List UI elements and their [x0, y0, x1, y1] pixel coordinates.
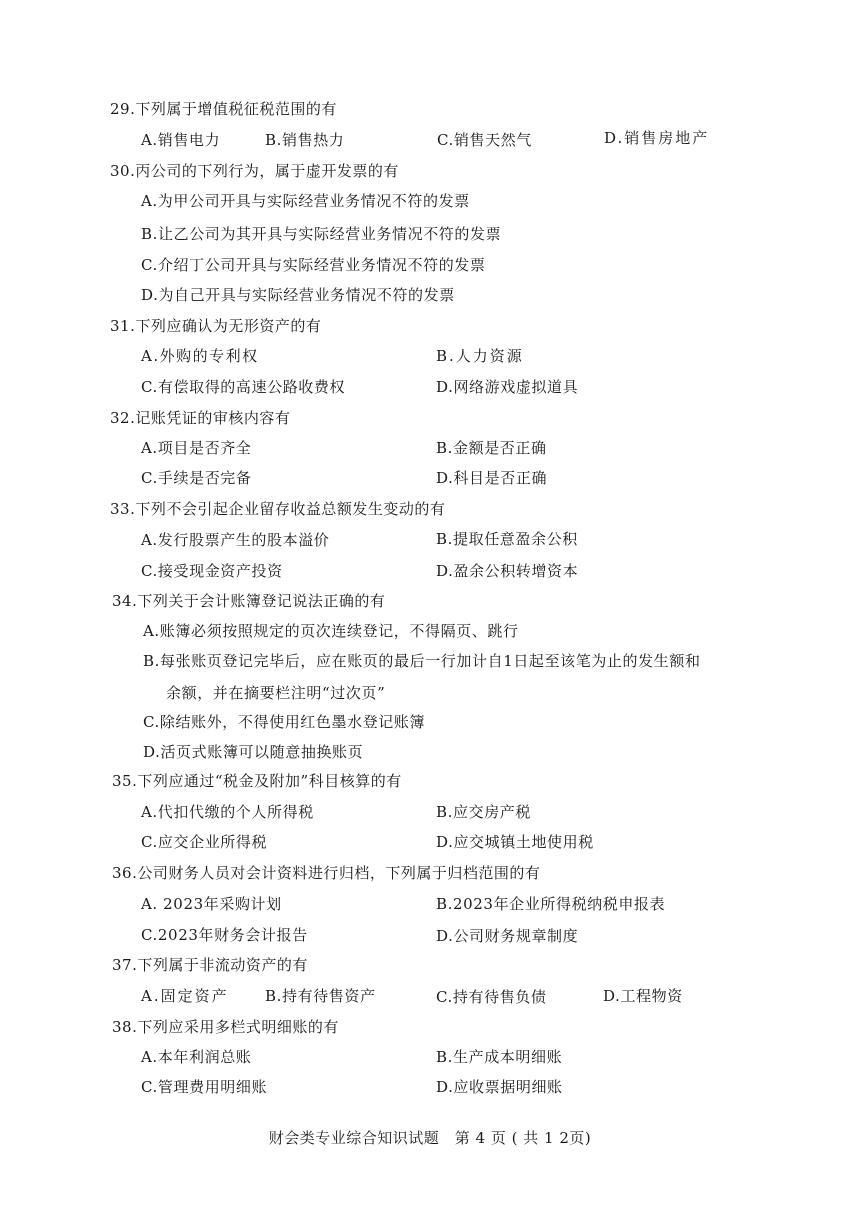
question-36-option-b: B.2023年企业所得税纳税申报表: [436, 895, 666, 913]
question-37-stem: 37.下列属于非流动资产的有: [112, 956, 308, 974]
question-38-option-b: B.生产成本明细账: [436, 1048, 563, 1066]
question-36-option-c: C.2023年财务会计报告: [141, 926, 308, 944]
question-38-option-a: A.本年利润总账: [141, 1048, 252, 1066]
question-33-option-c: C.接受现金资产投资: [141, 562, 283, 580]
question-31-option-d: D.网络游戏虚拟道具: [436, 378, 579, 396]
question-32-option-b: B.金额是否正确: [436, 439, 547, 457]
question-30-option-c: C.介绍丁公司开具与实际经营业务情况不符的发票: [141, 256, 486, 274]
question-31-option-c: C.有偿取得的高速公路收费权: [141, 378, 346, 396]
question-34-option-b: B.每张账页登记完毕后，应在账页的最后一行加计自1日起至该笔为止的发生额和: [143, 652, 701, 670]
question-31-stem: 31.下列应确认为无形资产的有: [110, 317, 322, 335]
question-30-option-b: B.让乙公司为其开具与实际经营业务情况不符的发票: [141, 225, 502, 243]
question-29-option-c: C.销售天然气: [437, 131, 532, 149]
question-35-stem: 35.下列应通过“税金及附加”科目核算的有: [112, 772, 402, 790]
question-30-option-d: D.为自己开具与实际经营业务情况不符的发票: [141, 286, 455, 304]
question-34-option-c: C.除结账外，不得使用红色墨水登记账簿: [143, 713, 426, 731]
question-38-option-d: D.应收票据明细账: [436, 1078, 563, 1096]
question-34-stem: 34.下列关于会计账簿登记说法正确的有: [112, 592, 386, 610]
question-38-stem: 38.下列应采用多栏式明细账的有: [112, 1018, 339, 1036]
question-34-option-d: D.活页式账簿可以随意抽换账页: [143, 743, 364, 761]
question-35-option-b: B.应交房产税: [436, 803, 531, 821]
question-37-option-d: D.工程物资: [603, 987, 683, 1005]
question-36-option-d: D.公司财务规章制度: [436, 927, 579, 945]
question-29-option-b: B.销售热力: [265, 131, 345, 149]
question-37-option-c: C.持有待售负债: [436, 988, 547, 1006]
question-32-option-c: C.手续是否完备: [141, 469, 252, 487]
question-33-option-d: D.盈余公积转增资本: [436, 562, 579, 580]
question-36-option-a: A. 2023年采购计划: [141, 895, 282, 913]
question-34-option-a: A.账簿必须按照规定的页次连续登记，不得隔页、跳行: [143, 622, 519, 640]
question-35-option-c: C.应交企业所得税: [141, 833, 268, 851]
page-footer: 财会类专业综合知识试题 第 4 页 ( 共 1 2页): [268, 1129, 592, 1147]
question-32-option-a: A.项目是否齐全: [141, 439, 252, 457]
question-37-option-a: A.固定资产: [141, 987, 229, 1005]
question-35-option-a: A.代扣代缴的个人所得税: [141, 803, 314, 821]
question-33-option-b: B.提取任意盈余公积: [436, 530, 578, 548]
question-30-stem: 30.丙公司的下列行为，属于虚开发票的有: [110, 162, 399, 180]
question-36-stem: 36.公司财务人员对会计资料进行归档，下列属于归档范围的有: [112, 864, 541, 882]
question-33-option-a: A.发行股票产生的股本溢价: [141, 531, 330, 549]
question-29-option-d: D.销售房地产: [604, 129, 710, 147]
question-31-option-b: B.人力资源: [436, 347, 524, 365]
question-34-option-b-continued: 余额，并在摘要栏注明“过次页”: [166, 684, 386, 702]
question-30-option-a: A.为甲公司开具与实际经营业务情况不符的发票: [141, 192, 470, 210]
question-29-option-a: A.销售电力: [141, 131, 221, 149]
question-29-stem: 29.下列属于增值税征税范围的有: [110, 100, 337, 118]
question-37-option-b: B.持有待售资产: [265, 987, 376, 1005]
question-32-stem: 32.记账凭证的审核内容有: [110, 409, 291, 427]
question-35-option-d: D.应交城镇土地使用税: [436, 833, 594, 851]
question-38-option-c: C.管理费用明细账: [141, 1078, 268, 1096]
question-31-option-a: A.外购的专利权: [141, 347, 259, 365]
question-32-option-d: D.科目是否正确: [436, 469, 548, 487]
question-33-stem: 33.下列不会引起企业留存收益总额发生变动的有: [110, 500, 446, 518]
